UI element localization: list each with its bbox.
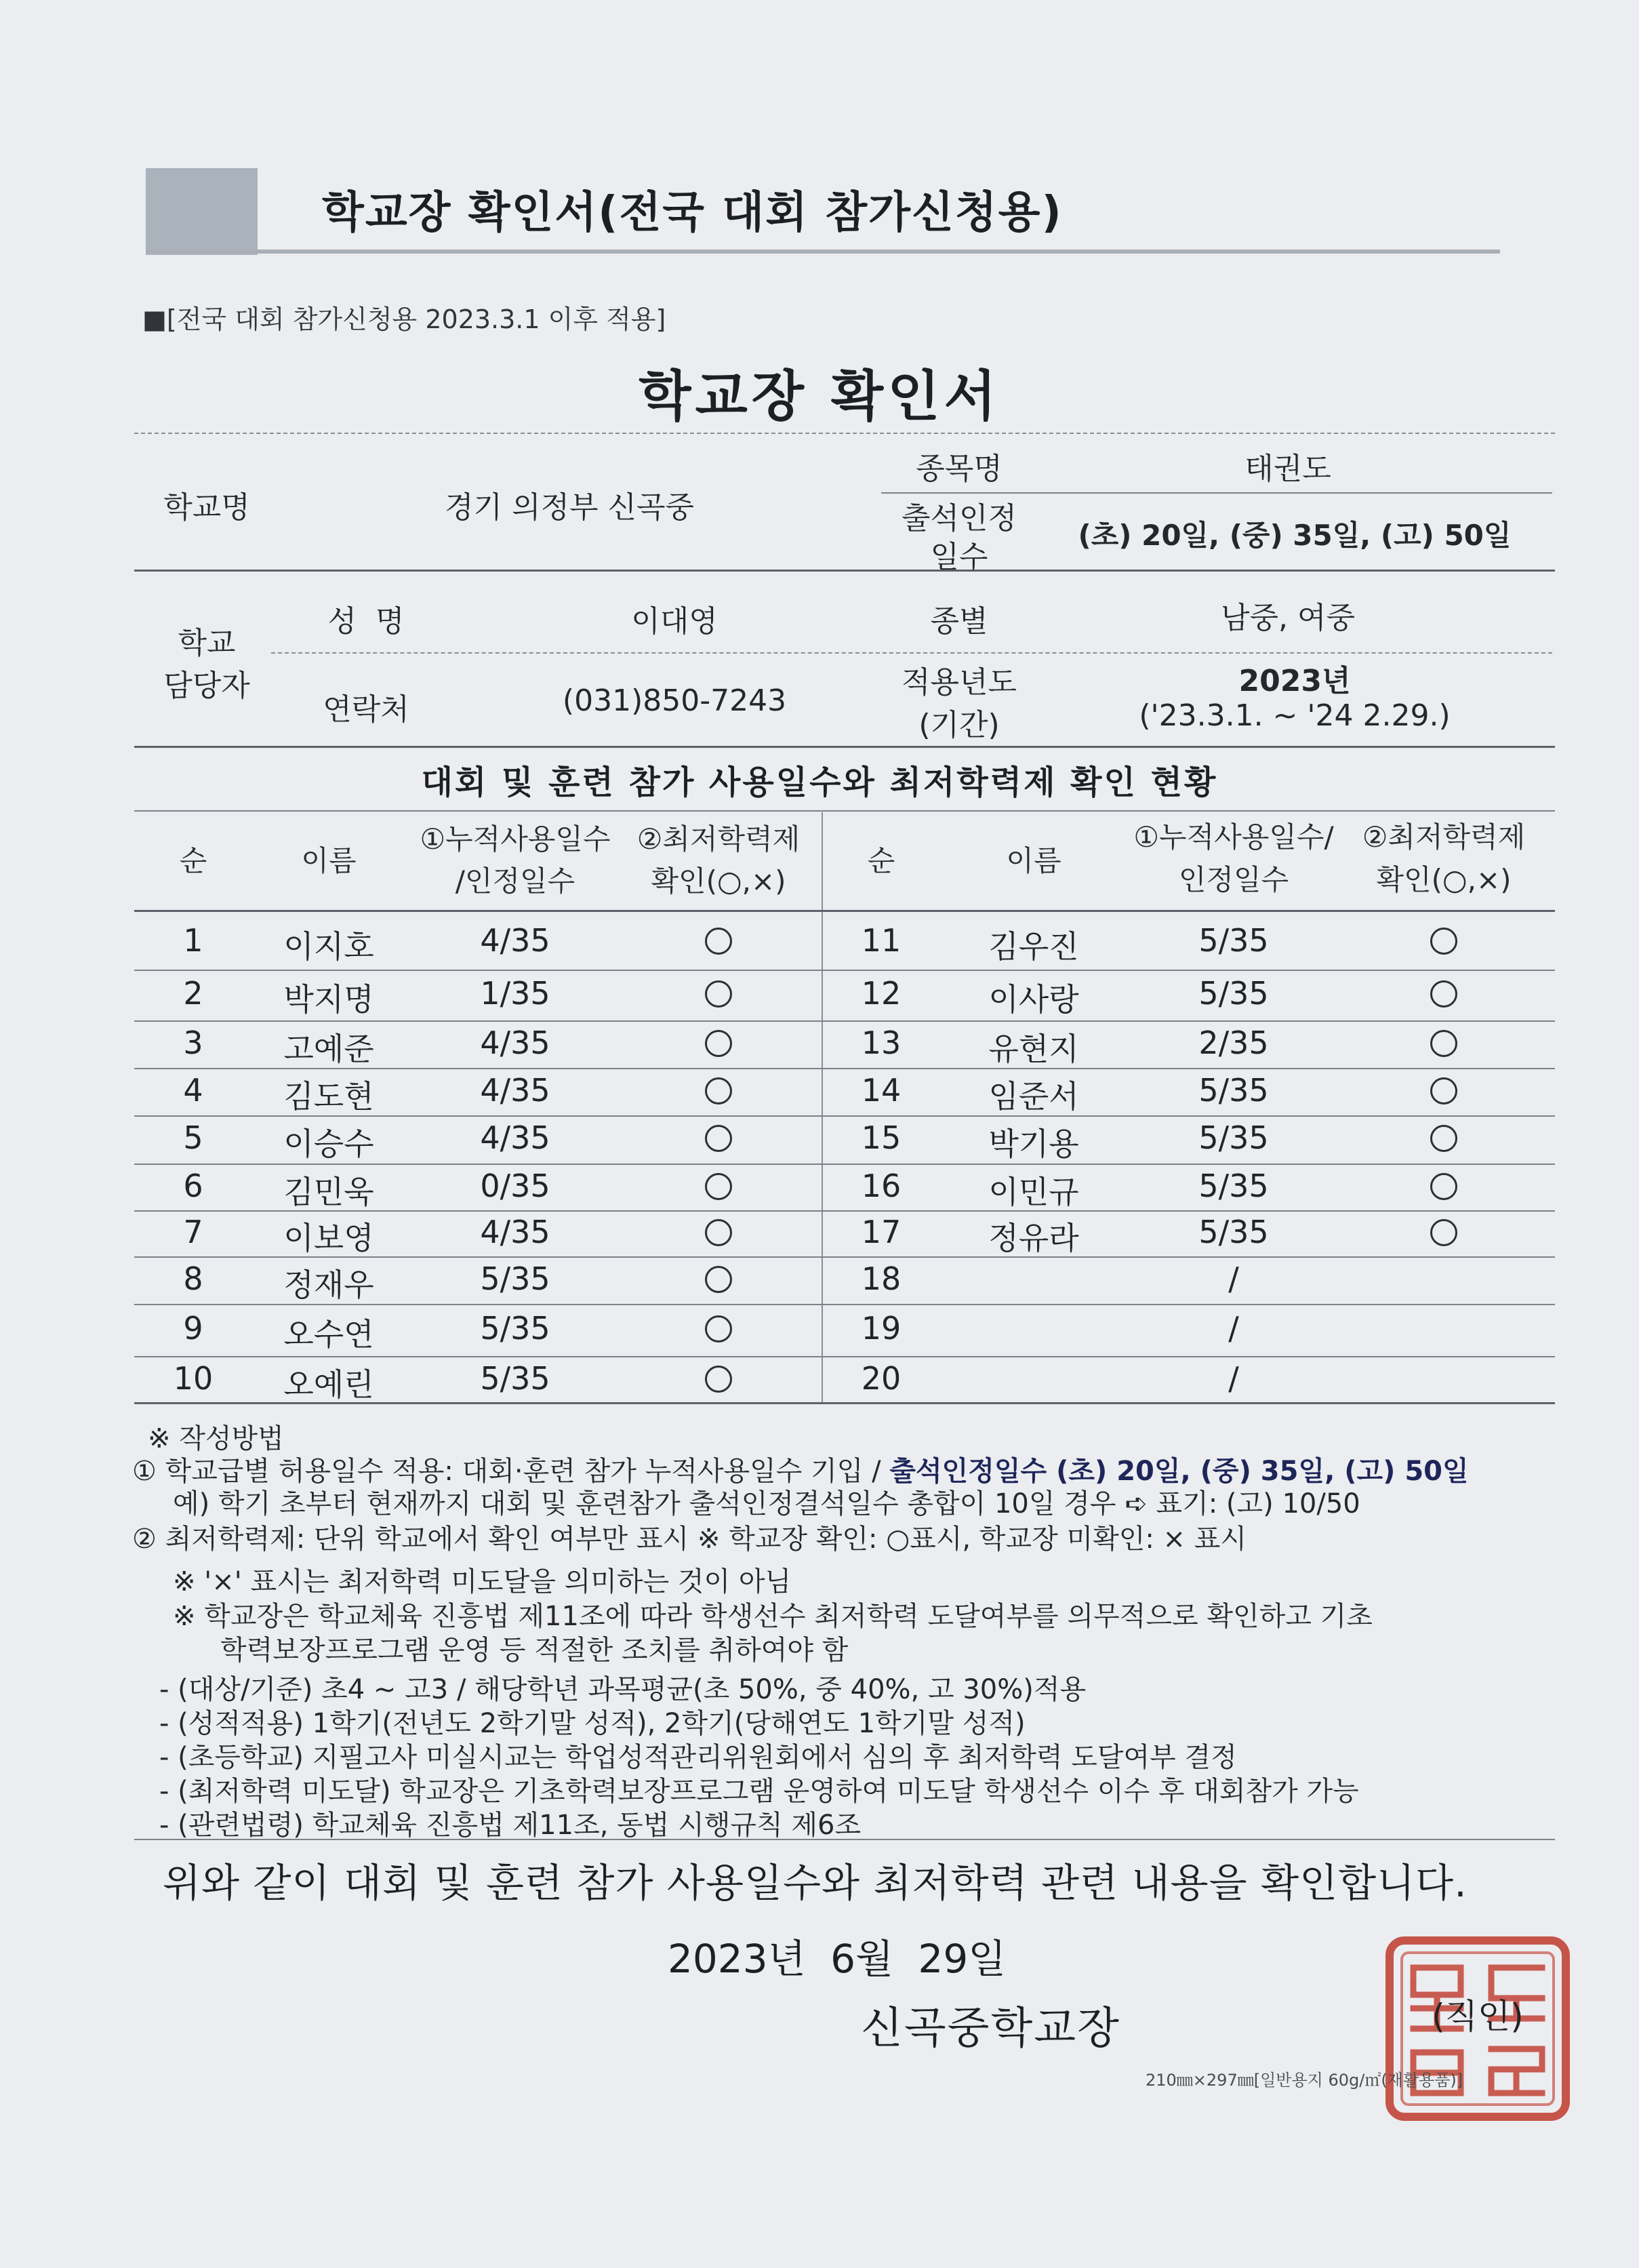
detail-5: - (관련법령) 학교체육 진흥법 제11조, 동법 시행규칙 제6조 [159, 1810, 862, 1841]
note-2-a: ※ '×' 표시는 최저학력 미도달을 의미하는 것이 아님 [173, 1566, 792, 1597]
check-mark-circle-icon [705, 1173, 732, 1200]
check-mark-circle-icon [1430, 1219, 1457, 1246]
player-name: 이사랑 [988, 981, 1079, 1018]
divider [134, 570, 1555, 572]
player-name: 이지호 [283, 928, 374, 965]
document-title: 학교장 확인서 [639, 365, 1000, 428]
used-days: 5/35 [1198, 1119, 1269, 1156]
used-days: 5/35 [480, 1360, 550, 1397]
contact-group-label: 학교 [178, 626, 236, 660]
row-number: 19 [861, 1310, 902, 1347]
issue-date: 2023년 6월 29일 [668, 1936, 1007, 1982]
note-2-b: ※ 학교장은 학교체육 진흥법 제11조에 따라 학생선수 최저학력 도달여부를 의무적으로 확인하고 기초 [173, 1601, 1373, 1632]
row-number: 14 [861, 1072, 902, 1109]
col-header-check: ②최저학력제 [1362, 820, 1526, 854]
row-number: 2 [183, 975, 203, 1012]
used-days: 2/35 [1198, 1024, 1269, 1061]
detail-2: - (성적적용) 1학기(전년도 2학기말 성적), 2학기(당해연도 1학기말 성적) [159, 1708, 1026, 1739]
player-name: 고예준 [283, 1031, 374, 1067]
check-mark-circle-icon [705, 980, 732, 1008]
section-title: 대회 및 훈련 참가 사용일수와 최저학력제 확인 현황 [421, 763, 1218, 801]
row-divider [134, 1356, 1555, 1357]
used-days: 4/35 [480, 1119, 550, 1156]
row-number: 4 [183, 1072, 203, 1109]
name-label: 성 명 [327, 604, 405, 639]
used-days: 4/35 [480, 922, 550, 959]
row-number: 9 [183, 1310, 203, 1347]
divider [271, 652, 1552, 654]
contact-group-label: 담당자 [163, 669, 250, 703]
col-header-check: 확인(○,×) [651, 864, 786, 898]
divider [134, 910, 1555, 912]
gender-label: 종별 [930, 604, 988, 639]
name-value: 이대영 [631, 604, 718, 639]
check-mark-circle-icon [705, 1315, 732, 1342]
player-name: 박기용 [988, 1126, 1079, 1162]
used-days: 5/35 [1198, 1168, 1269, 1204]
used-days: / [1228, 1360, 1239, 1397]
used-days: 5/35 [480, 1310, 550, 1347]
gender-value: 남중, 여중 [1221, 601, 1355, 635]
col-header-days: 인정일수 [1178, 863, 1289, 896]
note-1-text: ① 학교급별 허용일수 적용: 대회·훈련 참가 누적사용일수 기입 / [132, 1456, 890, 1487]
detail-3: - (초등학교) 지필고사 미실시교는 학업성적관리위원회에서 심의 후 최저학력 도달여부 결정 [159, 1742, 1237, 1773]
row-divider [134, 1115, 1555, 1117]
note-1-example: 예) 학기 초부터 현재까지 대회 및 훈련참가 출석인정결석일수 총합이 10일 경우 ➪ 표기: (고) 10/50 [173, 1488, 1360, 1519]
note-1-highlight: 출석인정일수 (초) 20일, (중) 35일, (고) 50일 [889, 1456, 1469, 1487]
check-mark-circle-icon [1430, 1125, 1457, 1152]
player-name: 유현지 [988, 1031, 1079, 1067]
row-divider [134, 1210, 1555, 1212]
used-days: 5/35 [480, 1260, 550, 1297]
used-days: 5/35 [1198, 975, 1269, 1012]
row-number: 18 [861, 1260, 902, 1297]
divider [134, 810, 1555, 812]
phone-label: 연락처 [323, 692, 409, 727]
phone-value: (031)850-7243 [562, 683, 787, 718]
confirmation-statement: 위와 같이 대회 및 훈련 참가 사용일수와 최저학력 관련 내용을 확인합니다. [163, 1860, 1468, 1906]
col-header-check: 확인(○,×) [1376, 863, 1512, 896]
header-decoration-box [146, 168, 258, 255]
divider [134, 433, 1555, 434]
row-number: 10 [173, 1360, 214, 1397]
school-name-label: 학교명 [163, 490, 250, 525]
check-mark-circle-icon [705, 1125, 732, 1152]
check-mark-circle-icon [705, 1219, 732, 1246]
applicability-notice: ■[전국 대회 참가신청용 2023.3.1 이후 적용] [142, 304, 666, 334]
player-name: 임준서 [988, 1078, 1079, 1115]
player-name: 김민욱 [283, 1174, 374, 1210]
check-mark-circle-icon [705, 928, 732, 955]
used-days: 4/35 [480, 1214, 550, 1250]
check-mark-circle-icon [705, 1366, 732, 1393]
row-divider [134, 970, 1555, 971]
col-header-check: ②최저학력제 [636, 822, 801, 856]
row-divider [134, 1020, 1555, 1022]
year-label: 적용년도 [901, 665, 1017, 700]
player-name: 김우진 [988, 928, 1079, 965]
used-days: / [1228, 1310, 1239, 1347]
row-number: 13 [861, 1024, 902, 1061]
check-mark-circle-icon [1430, 1030, 1457, 1057]
col-header-no: 순 [179, 844, 207, 877]
player-name: 정유라 [988, 1220, 1079, 1256]
divider [134, 1839, 1555, 1840]
player-name: 이보영 [283, 1220, 374, 1256]
row-number: 1 [183, 922, 203, 959]
player-name: 오예린 [283, 1366, 374, 1403]
used-days: 4/35 [480, 1024, 550, 1061]
note-2-b-continued: 학력보장프로그램 운영 등 적절한 조치를 취하여야 함 [220, 1635, 849, 1666]
row-number: 5 [183, 1119, 203, 1156]
used-days: 1/35 [480, 975, 550, 1012]
header-underline [146, 250, 1500, 254]
paper-spec-footer: 210㎜×297㎜[일반용지 60g/㎡(재활용품)] [1146, 2071, 1463, 2090]
year-label: (기간) [918, 708, 1000, 742]
attendance-label: 일수 [930, 540, 988, 574]
row-divider [134, 1068, 1555, 1069]
row-number: 16 [861, 1168, 902, 1204]
col-header-days: ①누적사용일수 [420, 822, 611, 856]
player-name: 오수연 [283, 1316, 374, 1353]
row-divider [134, 1304, 1555, 1305]
row-number: 17 [861, 1214, 902, 1250]
check-mark-circle-icon [705, 1077, 732, 1105]
period-value: ('23.3.1. ~ '24 2.29.) [1139, 698, 1451, 733]
col-header-days: /인정일수 [455, 864, 575, 898]
col-header-name: 이름 [301, 844, 357, 877]
signer-name: 신곡중학교장 [861, 2004, 1120, 2054]
row-number: 3 [183, 1024, 203, 1061]
seal-label: (직인) [1432, 1997, 1524, 2036]
event-label: 종목명 [916, 452, 1003, 486]
row-number: 20 [861, 1360, 902, 1397]
attendance-value: (초) 20일, (중) 35일, (고) 50일 [1078, 519, 1512, 552]
event-value: 태권도 [1245, 452, 1331, 486]
player-name: 정재우 [283, 1267, 374, 1303]
check-mark-circle-icon [705, 1030, 732, 1057]
player-name: 이민규 [988, 1174, 1079, 1210]
used-days: 0/35 [480, 1168, 550, 1204]
row-number: 12 [861, 975, 902, 1012]
note-2: ② 최저학력제: 단위 학교에서 확인 여부만 표시 ※ 학교장 확인: ○표시, 학교장 미확인: × 표시 [132, 1524, 1247, 1555]
row-number: 6 [183, 1168, 203, 1204]
check-mark-circle-icon [1430, 928, 1457, 955]
check-mark-circle-icon [1430, 1173, 1457, 1200]
row-number: 8 [183, 1260, 203, 1297]
column-divider [822, 812, 823, 1402]
row-divider [134, 1163, 1555, 1165]
used-days: / [1228, 1260, 1239, 1297]
check-mark-circle-icon [705, 1266, 732, 1293]
player-name: 박지명 [283, 981, 374, 1018]
school-name-value: 경기 의정부 신곡중 [444, 490, 694, 525]
detail-4: - (최저학력 미도달) 학교장은 기초학력보장프로그램 운영하여 미도달 학생선수 이수 후 대회참가 가능 [159, 1776, 1359, 1807]
row-number: 11 [861, 922, 902, 959]
used-days: 5/35 [1198, 1214, 1269, 1250]
player-name: 이승수 [283, 1126, 374, 1162]
col-header-name: 이름 [1006, 844, 1061, 877]
row-number: 15 [861, 1119, 902, 1156]
row-number: 7 [183, 1214, 203, 1250]
used-days: 5/35 [1198, 1072, 1269, 1109]
header-title: 학교장 확인서(전국 대회 참가신청용) [322, 188, 1063, 238]
divider [134, 1402, 1555, 1404]
official-seal-stamp [1383, 1934, 1573, 2124]
year-value: 2023년 [1238, 664, 1351, 698]
check-mark-circle-icon [1430, 980, 1457, 1008]
used-days: 5/35 [1198, 922, 1269, 959]
used-days: 4/35 [480, 1072, 550, 1109]
col-header-no: 순 [867, 844, 895, 877]
detail-1: - (대상/기준) 초4 ~ 고3 / 해당학년 과목평균(초 50%, 중 40%, 고 30%)적용 [159, 1674, 1087, 1705]
attendance-label: 출석인정 [901, 501, 1017, 536]
check-mark-circle-icon [1430, 1077, 1457, 1105]
notes-heading: ※ 작성방법 [148, 1423, 284, 1454]
player-name: 김도현 [283, 1078, 374, 1115]
divider [134, 746, 1555, 748]
col-header-days: ①누적사용일수/ [1133, 820, 1334, 854]
row-divider [134, 1256, 1555, 1258]
